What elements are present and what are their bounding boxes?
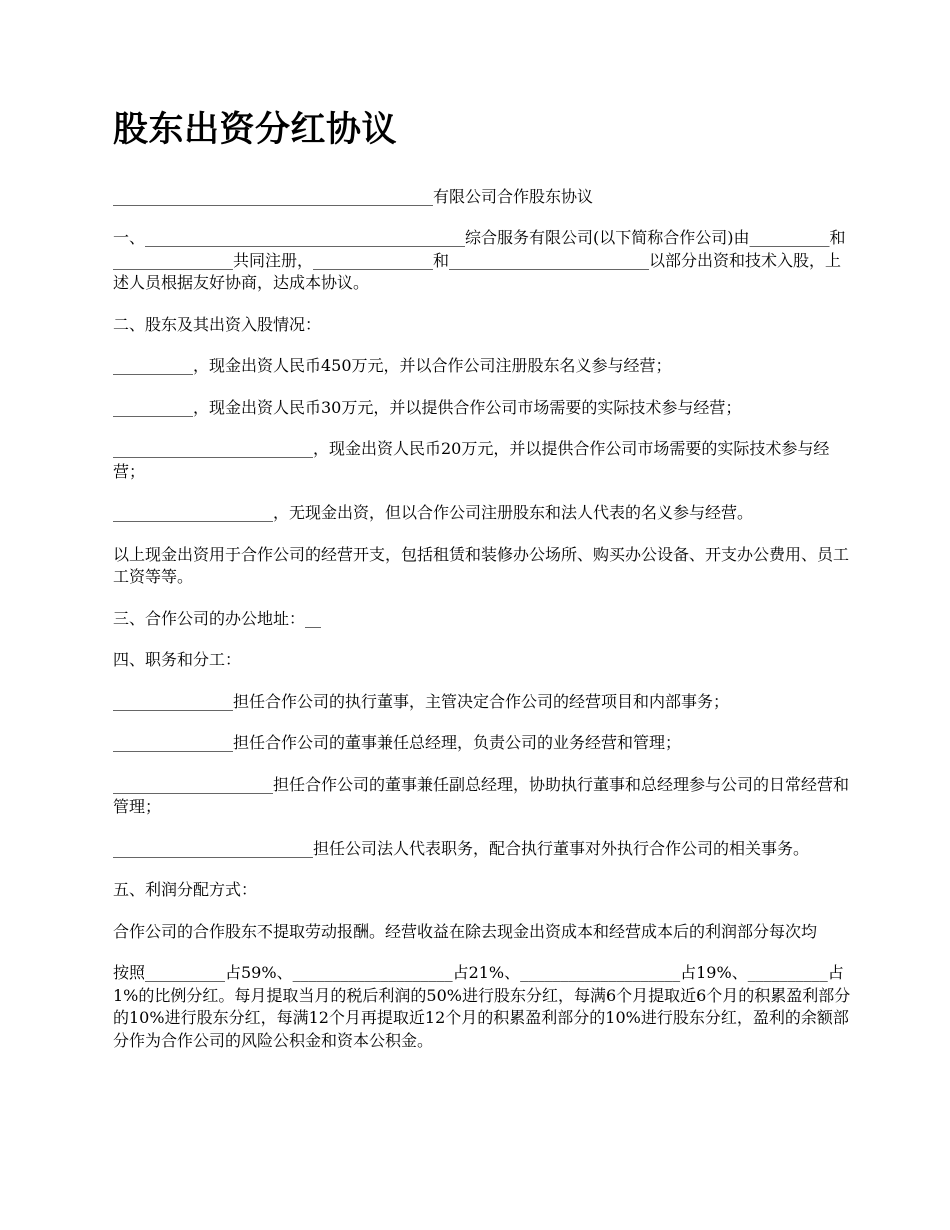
shareholder-contribution-2: __________，现金出资人民币30万元，并以提供合作公司市场需要的实际技术参与经营； (113, 397, 742, 417)
duty-executive-director: _______________担任合作公司的执行董事，主管决定合作公司的经营项目和内部事务； (113, 691, 730, 711)
shareholder-contribution-3: _________________________，现金出资人民币20万元，并以提供合作公司市场需要的实际技术参与经营； (113, 439, 830, 481)
document-page (113, 108, 853, 1071)
profit-distribution-ratios: 按照__________占59%、____________________占21%、____________________占19%、__________占1%的比例分红。每月提取当月的税后利润的50%进行股东分红，每满6个月提取近6个月的积累盈利部分的10%进行股东分红，每满12个月再提取近12个月的积累盈利部分的10%进行股东分红，盈利的余额部分作为合作公司的风险公积金和资本公积金。 (113, 963, 851, 1050)
shareholder-contribution-1: __________，现金出资人民币450万元，并以合作公司注册股东名义参与经营； (113, 356, 672, 376)
duty-legal-representative: _________________________担任公司法人代表职务，配合执行董事对外执行合作公司的相关事务。 (113, 838, 810, 858)
shareholder-contribution-4: ____________________，无现金出资，但以合作公司注册股东和法人代表的名义参与经营。 (113, 503, 754, 523)
profit-distribution-intro: 合作公司的合作股东不提取劳动报酬。经营收益在除去现金出资成本和经营成本后的利润部分每次均 (113, 921, 818, 941)
clause-5-heading: 五、利润分配方式： (113, 880, 258, 900)
duty-general-manager: _______________担任合作公司的董事兼任总经理，负责公司的业务经营和管理； (113, 733, 682, 753)
agreement-heading-line: ________________________________________有限公司合作股东协议 (113, 186, 594, 206)
clause-1-parties: 一、________________________________________综合服务有限公司(以下简称合作公司)由__________和_______________共同注册，_______________和_________________________以部分出资和技术入股，上述人员根据友好协商，达成本协议。 (113, 228, 846, 293)
clause-3-office-address: 三、合作公司的办公地址：__ (113, 608, 322, 628)
cash-usage-note: 以上现金出资用于合作公司的经营开支，包括租赁和装修办公场所、购买办公设备、开支办公费用、员工工资等等。 (113, 544, 850, 587)
document-title: 股东出资分红协议 (113, 109, 398, 150)
duty-deputy-general-manager: ____________________担任合作公司的董事兼任副总经理，协助执行董事和总经理参与公司的日常经营和管理； (113, 774, 850, 817)
clause-2-heading: 二、股东及其出资入股情况： (113, 314, 322, 334)
clause-4-heading: 四、职务和分工： (113, 650, 242, 670)
